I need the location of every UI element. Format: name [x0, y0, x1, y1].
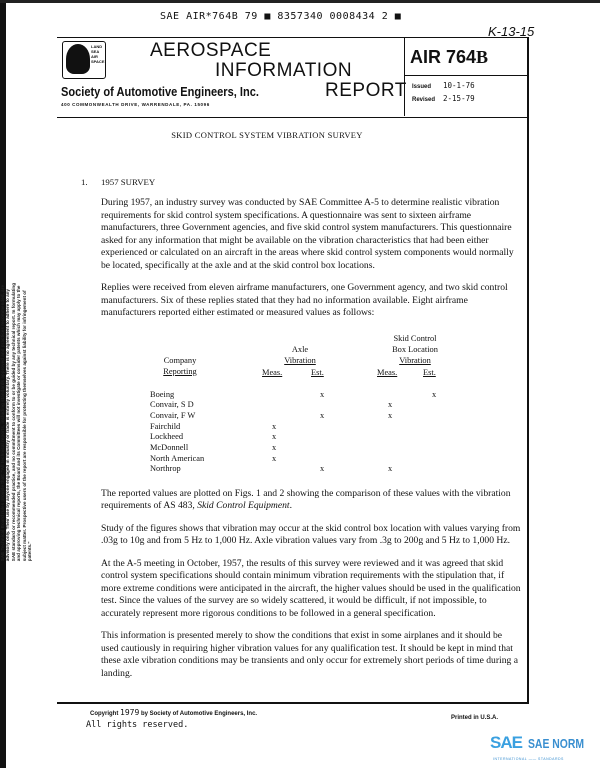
paragraph-2-text: Replies were received from eleven airframe manufacturers, one Government agency, and two skid control manufacturers. Six of these replies stated that they had no information available. Eight airframe manufacturers reported either estimated or measured values as follows: [101, 282, 508, 318]
group-box [370, 333, 460, 366]
sae-disclaimer: SAE Technical Board rules provide that: "All technical reports, including standards approved and practices recommended, are advisory only. Their use by anyone engaged in industry or trade is entirely voluntary. There is no agreement to adhere to any SAE standard or recommended practice, and no commitment to conform to or be guided by any technical report. In formulating and approving technical reports, the Board and its Committees will not investigate or consider patents which may apply to the subject matter. Prospective users of the report are responsible for protecting themselves against liability for infringement of patents." [0, 283, 32, 562]
body-text [101, 197, 521, 690]
table-cell-axle-est: x [320, 410, 325, 420]
header-report: REPORT [325, 80, 407, 101]
society-name: Society of Automotive Engineers, Inc. [61, 84, 259, 99]
paragraph-4-text: Study of the figures shows that vibration may occur at the skid control box location with values varying from .03g to 10g and from 5 Hz to 1,000 Hz. Axle vibration values vary from .3g to 200g and 5 Hz to 1,000 Hz. [101, 522, 521, 546]
issued-date: 10-1-76 [443, 81, 475, 90]
table-cell-axle-meas: x [272, 432, 277, 442]
table-cell-axle-est: x [320, 464, 325, 474]
sae-norm-logo-icon: SAE [490, 733, 522, 752]
doc-number-suffix: B [476, 47, 489, 67]
table-cell-axle-meas: x [272, 421, 277, 431]
group-box-line2: Box Location [392, 344, 438, 354]
paragraph-3-c: . [289, 500, 292, 511]
doc-number-prefix: AIR 764 [410, 47, 477, 67]
sae-logo-text: LAND SEA AIR SPACE [91, 44, 105, 64]
revised-row [412, 92, 475, 105]
col-box-meas: Meas. [377, 367, 398, 377]
col-axle-meas: Meas. [262, 367, 283, 377]
col-axle-est: Est. [311, 367, 324, 377]
rights-reserved: All rights reserved. [86, 720, 189, 730]
printed-in: Printed in U.S.A. [451, 715, 499, 721]
catalog-stamp: SAE AIR*764B 79 ■ 8357340 0008434 2 ■ [160, 11, 402, 22]
sae-norm-subtitle: INTERNATIONAL —— STANDARDS [493, 757, 564, 761]
header-divider [404, 75, 527, 76]
group-axle-line2: Vibration [284, 355, 316, 365]
col-company-line1: Company [163, 355, 197, 365]
table-cell-box-meas: x [388, 410, 393, 420]
group-axle-line1: Axle [291, 344, 309, 354]
document-number [410, 46, 488, 68]
table-cell-box-meas: x [388, 400, 393, 410]
header-information: INFORMATION [215, 60, 353, 81]
copyright-by: by Society of Automotive Engineers, Inc. [140, 711, 258, 717]
header-aerospace: AEROSPACE [150, 40, 272, 61]
sae-norm-watermark: SAE NORM [528, 736, 585, 751]
table-row-company: McDonnell [150, 443, 189, 452]
group-box-line3: Vibration [399, 355, 431, 365]
revised-label: Revised [412, 97, 436, 103]
table-cell-box-est: x [432, 389, 437, 399]
paragraph-6-text: This information is presented merely to show the conditions that exist in some airplanes and it should be used cautiously in requiring higher vibration values for any qualification test. It should be kept in mind that these axle vibration conditions may be transients and only occur for extremely short periods of time during a landing. [101, 630, 518, 679]
sae-logo-emblem [66, 44, 90, 74]
copyright-year: 1979 [120, 708, 140, 717]
paragraph-1-text: During 1957, an industry survey was conducted by SAE Committee A-5 to determine realistic vibration requirements for skid control system specifications. A questionnaire was sent to sixteen airframe manufacturers, three Government agencies, and five skid control system manufacturers. This questionnaire asked for any information that might be available on the vibration characteristics that had been either experienced or calculated on an aircraft in the areas where skid control system components would normally be located, specifically at the axle and at the skid control box locations. [101, 197, 514, 271]
revised-date: 2-15-79 [443, 94, 475, 103]
table-row-company: Convair, F W [150, 410, 196, 420]
paragraph-3-a: The reported values are plotted on Figs. 1 and 2 showing the comparison of these values with the vibration requirements of AS 483, [101, 487, 511, 511]
handwritten-note: K-13-15 [488, 24, 535, 39]
paragraph-3-text [101, 488, 521, 513]
group-box-line1: Skid Control [393, 333, 437, 343]
section-number: 1. [81, 177, 88, 187]
section-heading: 1957 SURVEY [101, 177, 156, 187]
document-title: SKID CONTROL SYSTEM VIBRATION SURVEY [171, 130, 363, 140]
issued-label: Issued [412, 84, 432, 90]
table-cell-axle-est: x [320, 389, 325, 399]
society-address: 400 COMMONWEALTH DRIVE, WARRENDALE, PA. 15096 [61, 102, 210, 107]
col-box-est: Est. [423, 367, 436, 377]
col-company [145, 355, 215, 377]
copyright-label: Copyright [90, 711, 119, 717]
table-cell-box-meas: x [388, 464, 393, 474]
table-cell-axle-meas: x [272, 453, 277, 463]
table-row-company: Lockheed [150, 432, 184, 442]
table-row-company: Boeing [150, 389, 175, 399]
col-company-line2: Reporting [163, 366, 197, 376]
table-row-company: North American [150, 453, 205, 463]
survey-table [0, 330, 521, 480]
group-axle [255, 344, 345, 366]
table-row-company: Northrop [150, 464, 181, 474]
scan-top-edge [0, 0, 600, 3]
copyright-line [90, 708, 257, 719]
table-row-company: Convair, S D [150, 400, 194, 410]
table-row-company: Fairchild [150, 421, 181, 431]
paragraph-5-text: At the A-5 meeting in October, 1957, the results of this survey were reviewed and it was agreed that skid control system specifications should contain minimum vibration requirements with the stipulation that, if more extreme conditions were anticipated in the aircraft, the higher values should be used in the qualification test. Since the values of the survey are so widely scattered, it would be difficult, if not impossible, to accurately represent more rigorous conditions to be followed in a general specification. [101, 557, 521, 619]
table-cell-axle-meas: x [272, 443, 277, 452]
issued-row [412, 79, 475, 92]
paragraph-3-reference: Skid Control Equipment [197, 500, 290, 511]
